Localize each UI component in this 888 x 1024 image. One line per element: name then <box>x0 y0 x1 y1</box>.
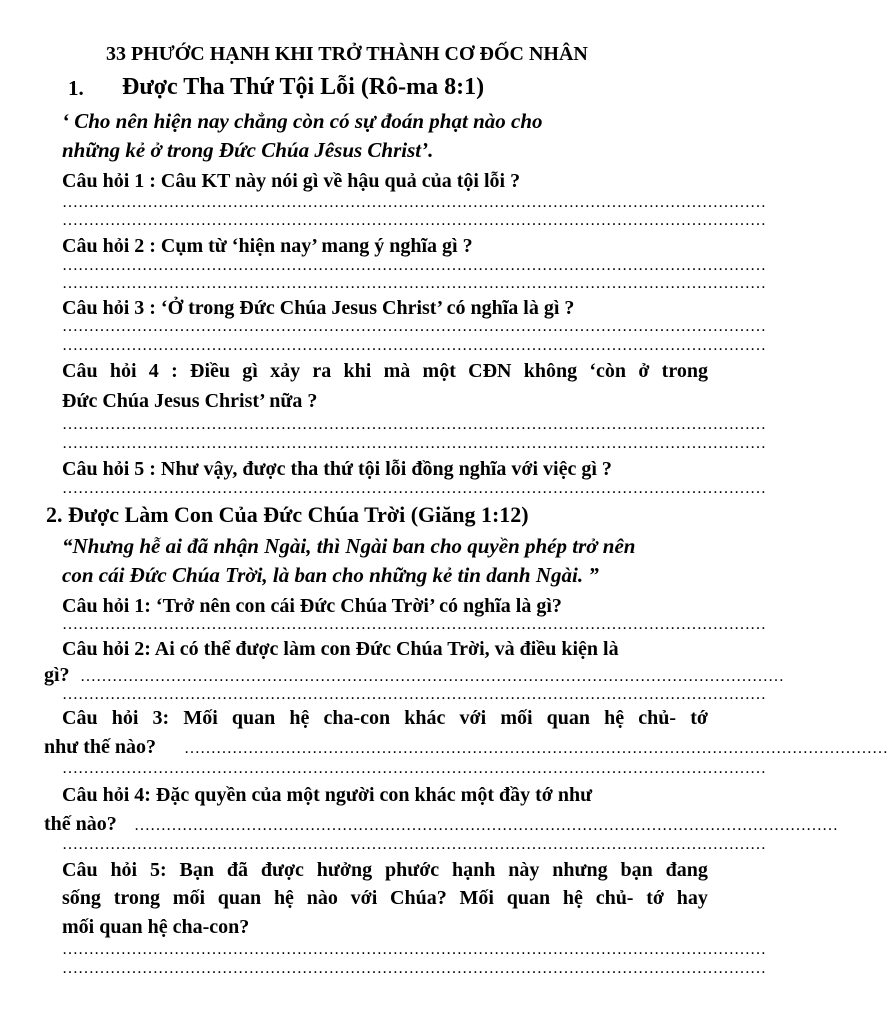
answer-line[interactable]: …………………………………………………………………………………………………………………… <box>62 194 766 211</box>
word: được <box>260 859 304 881</box>
section-1-heading: Được Tha Thứ Tội Lỗi (Rô-ma 8:1) <box>122 74 485 100</box>
word: trong <box>661 360 708 382</box>
word: sống <box>62 887 101 909</box>
word: ở <box>638 360 650 382</box>
word: Bạn <box>179 859 214 881</box>
word: hỏi <box>111 707 139 729</box>
section-2-verse-line-2: con cái Đức Chúa Trời, là ban cho những kẻ tin danh Ngài. ” <box>62 563 599 587</box>
word: ‘còn <box>589 360 627 382</box>
word: Chúa? <box>390 887 447 909</box>
word: đang <box>665 859 708 881</box>
word: khi <box>343 360 372 382</box>
answer-line[interactable]: …………………………………………………………………………………………………………………… <box>62 318 766 335</box>
answer-line[interactable]: …………………………………………………………………………………………………………………… <box>62 960 766 977</box>
word: Mối <box>183 707 218 729</box>
word: này <box>508 859 540 881</box>
s1-question-4-line-2: Đức Chúa Jesus Christ’ nữa ? <box>62 390 318 412</box>
word: 5: <box>149 859 167 881</box>
word: Mối <box>459 887 494 909</box>
word: với <box>459 707 487 729</box>
section-1-verse-line-1: ‘ Cho nên hiện nay chẳng còn có sự đoán phạt nào cho <box>62 109 543 133</box>
word: hưởng <box>316 859 373 881</box>
word: hệ <box>604 707 625 729</box>
word: quan <box>217 887 262 909</box>
word: hỏi <box>110 859 138 881</box>
answer-line[interactable]: …………………………………………………………………………………………………………………… <box>62 480 766 497</box>
word: bạn <box>620 859 653 881</box>
answer-line[interactable]: …………………………………………………………………………………………………………………… <box>62 616 766 633</box>
section-2-number: 2. <box>46 502 63 527</box>
word: với <box>350 887 378 909</box>
word: không <box>523 360 578 382</box>
word: chủ- <box>595 887 634 909</box>
s2-question-5-line-1 <box>62 860 708 880</box>
s2-question-1: Câu hỏi 1: ‘Trở nên con cái Đức Chúa Trời’ có nghĩa là gì? <box>62 595 562 617</box>
word: gì <box>242 360 258 382</box>
s2-question-3-line-1 <box>62 708 708 728</box>
word: quan <box>231 707 276 729</box>
s1-question-5: Câu hỏi 5 : Như vậy, được tha thứ tội lỗi đồng nghĩa với việc gì ? <box>62 458 612 480</box>
word: hỏi <box>109 360 137 382</box>
s2-question-2-line-2: gì? <box>44 664 70 686</box>
word: chủ- <box>638 707 677 729</box>
word: 3: <box>152 707 170 729</box>
s2-question-5-line-2 <box>62 888 708 908</box>
s2-question-5-line-3: mối quan hệ cha-con? <box>62 916 250 938</box>
word: hệ <box>562 887 583 909</box>
answer-line[interactable]: …………………………………………………………………………………………………………………… <box>62 836 766 853</box>
s1-question-3: Câu hỏi 3 : ‘Ở trong Đức Chúa Jesus Christ’ có nghĩa là gì ? <box>62 297 575 319</box>
word: mối <box>500 707 533 729</box>
word: tớ <box>646 887 664 909</box>
word: cha-con <box>323 707 391 729</box>
answer-line[interactable]: …………………………………………………………………………………………………………………… <box>134 817 838 834</box>
s2-question-4-line-1: Câu hỏi 4: Đặc quyền của một người con khác một đầy tớ như <box>62 784 593 806</box>
word: Điều <box>190 360 230 382</box>
s2-question-2-line-1: Câu hỏi 2: Ai có thể được làm con Đức Chúa Trời, và điều kiện là <box>62 638 619 660</box>
s2-question-3-line-2: như thế nào? <box>44 736 157 758</box>
answer-line[interactable]: …………………………………………………………………………………………………………………… <box>62 212 766 229</box>
word: phước <box>384 859 440 881</box>
word: nào <box>306 887 338 909</box>
answer-line[interactable]: …………………………………………………………………………………………………………………… <box>184 740 888 757</box>
word: quan <box>506 887 551 909</box>
word: tớ <box>690 707 708 729</box>
section-2-verse-line-1: “Nhưng hễ ai đã nhận Ngài, thì Ngài ban cho quyền phép trở nên <box>62 534 636 558</box>
word: 4 <box>148 360 159 382</box>
word: hạnh <box>452 859 496 881</box>
word: Câu <box>62 360 98 382</box>
section-1-number: 1. <box>68 76 84 100</box>
answer-line[interactable]: …………………………………………………………………………………………………………………… <box>62 257 766 274</box>
word: hệ <box>273 887 294 909</box>
answer-line[interactable]: …………………………………………………………………………………………………………………… <box>62 337 766 354</box>
s1-question-1: Câu hỏi 1 : Câu KT này nói gì về hậu quả của tội lỗi ? <box>62 170 521 192</box>
word: Câu <box>62 707 98 729</box>
word: đã <box>226 859 248 881</box>
answer-line[interactable]: …………………………………………………………………………………………………………………… <box>62 760 766 777</box>
s1-question-2: Câu hỏi 2 : Cụm từ ‘hiện nay’ mang ý nghĩa gì ? <box>62 235 473 257</box>
word: nhưng <box>552 859 608 881</box>
s1-question-4-line-1 <box>62 361 708 381</box>
word: mối <box>172 887 205 909</box>
word: quan <box>546 707 591 729</box>
section-2-heading: Được Làm Con Của Đức Chúa Trời (Giăng 1:12) <box>68 502 529 527</box>
word: trong <box>113 887 160 909</box>
answer-line[interactable]: …………………………………………………………………………………………………………………… <box>80 668 784 685</box>
word: hay <box>676 887 708 909</box>
word: một <box>422 360 456 382</box>
page-title: 33 PHƯỚC HẠNH KHI TRỞ THÀNH CƠ ĐỐC NHÂN <box>106 43 588 65</box>
word: CĐN <box>468 360 512 382</box>
answer-line[interactable]: …………………………………………………………………………………………………………………… <box>62 416 766 433</box>
word: hệ <box>289 707 310 729</box>
word: ra <box>312 360 332 382</box>
answer-line[interactable]: …………………………………………………………………………………………………………………… <box>62 435 766 452</box>
answer-line[interactable]: …………………………………………………………………………………………………………………… <box>62 275 766 292</box>
word: khác <box>404 707 446 729</box>
answer-line[interactable]: …………………………………………………………………………………………………………………… <box>62 686 766 703</box>
word: Câu <box>62 859 98 881</box>
section-1-verse-line-2: những kẻ ở trong Đức Chúa Jêsus Christ’. <box>62 138 434 162</box>
word: mà <box>383 360 411 382</box>
word: xảy <box>270 360 301 382</box>
word: : <box>171 360 178 382</box>
answer-line[interactable]: …………………………………………………………………………………………………………………… <box>62 941 766 958</box>
s2-question-4-line-2: thế nào? <box>44 813 117 835</box>
